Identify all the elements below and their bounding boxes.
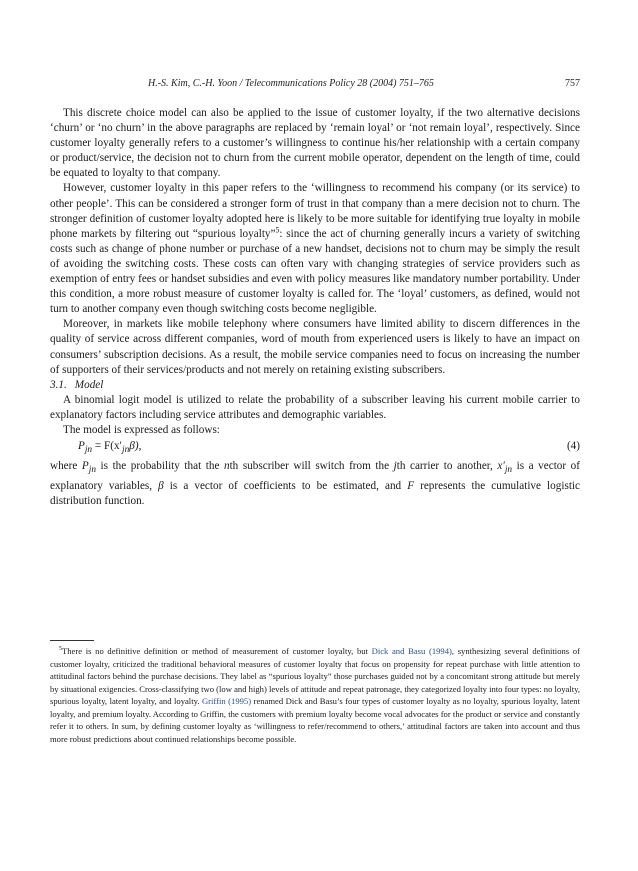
- footnote-reference[interactable]: 5: [275, 225, 280, 235]
- paragraph-where: where $P_{jn}$ is the probability that the nth subscriber will switch from the jth carrier to another, $x'_{jn}$ is a vector of explanatory variables, β is a vector of coefficients to be estimated, and F represents the cumulative logistic distribution function.: [50, 460, 580, 507]
- running-title: H.-S. Kim, C.-H. Yoon / Telecommunications Policy 28 (2004) 751–765: [148, 78, 434, 89]
- paragraph-choice-model: This discrete choice model can also be applied to the issue of customer loyalty, if the two alternative decisions ‘churn’ or ‘no churn’ in the above paragraphs are replaced by ‘remain loyal’ or ‘not remain loyal’, respectively. Since customer loyalty generally refers to a customer’s willingness to continue his/her relationship with a certain company or product/service, the decision not to churn from the current mobile operator, dependent on the length of time, could be equated to loyalty to that company.: [50, 107, 580, 180]
- footnote-text: $^5$There is no definitive definition or method of measurement of customer loyalty, but Dick and Basu (1994), synthesizing several definitions of customer loyalty, criticized the traditional behavioral measures of customer loyalty that focus on propensity for repeat purchase with little attention to attitudinal factors behind the purchase decisions. They label as “spurious loyalty” those purchases guided not by a concomitant strong attitude but merely by situational exigencies. Cross-classifying two (low and high) levels of attitude and repeat patronage, they categorized loyalty into four types: no loyalty, spurious loyalty, latent loyalty, and loyalty. Griffin (1995) renamed Dick and Basu’s four types of customer loyalty as no loyalty, spurious loyalty, latent loyalty, and premium loyalty. According to Griffin, the customers with premium loyalty become vocal advocates for the product or service and constantly refer it to others. In sum, by defining customer loyalty as ‘willingness to refer/recommend to others,’ attitudinal factors are taken into account and thus more robust predictions about continued relationships become possible.: [50, 646, 580, 744]
- page-number: 757: [565, 78, 580, 89]
- citation-link-dick-basu[interactable]: Dick and Basu (1994): [371, 646, 452, 656]
- paragraph-loyalty-definition: [50, 181, 580, 317]
- paragraph-model-expressed: The model is expressed as follows:: [63, 423, 220, 436]
- section-title: Model: [74, 378, 104, 391]
- citation-link-griffin[interactable]: Griffin (1995): [201, 696, 252, 706]
- footnote-5: [50, 645, 580, 745]
- section-number: 3.1.: [50, 378, 67, 391]
- equation-4: [50, 439, 580, 458]
- article-body: [50, 106, 580, 509]
- paragraph-loyalty-rest: : since the act of churning generally incurs a variety of switching costs such as change of phone number or purchase of a new handset, decisions not to churn may be simply the result of avoiding the switching costs. These costs can often vary with changing strategies of service providers such as exemption of entry fees or handset subsidies and even with policy measures like mandatory number portability. Under this condition, a more robust measure of customer loyalty is called for. The ‘loyal’ customers, as defined, would not turn to another company even though switching costs become negligible.: [50, 227, 580, 316]
- equation-body: $P_{jn} = F(x'_{jn}\beta)$,: [78, 440, 142, 456]
- footnote-marker: 5: [59, 646, 63, 653]
- paragraph-word-of-mouth: Moreover, in markets like mobile telephony where consumers have limited ability to discern differences in the quality of service across different companies, word of mouth from experienced users is likely to have an impact on consumers’ subscription decisions. As a result, the mobile service companies need to focus on increasing the number of supporters of their services/products and not merely on retaining existing subscribers.: [50, 318, 580, 376]
- section-heading: [50, 378, 580, 393]
- paragraph-logit-model: A binomial logit model is utilized to relate the probability of a subscriber leaving his current mobile carrier to explanatory factors including service attributes and demographic variables.: [50, 393, 580, 421]
- paragraph-loyalty-text: However, customer loyalty in this paper refers to the ‘willingness to recommend his company (or its service) to other people’. This can be considered a stronger form of trust in that company than a mere decision not to churn. The stronger definition of customer loyalty adopted here is likely to be more suitable for identifying true loyalty in mobile phone markets by filtering out “spurious loyalty”: [50, 182, 580, 240]
- footnote-divider: [50, 640, 94, 641]
- equation-number: (4): [566, 440, 580, 453]
